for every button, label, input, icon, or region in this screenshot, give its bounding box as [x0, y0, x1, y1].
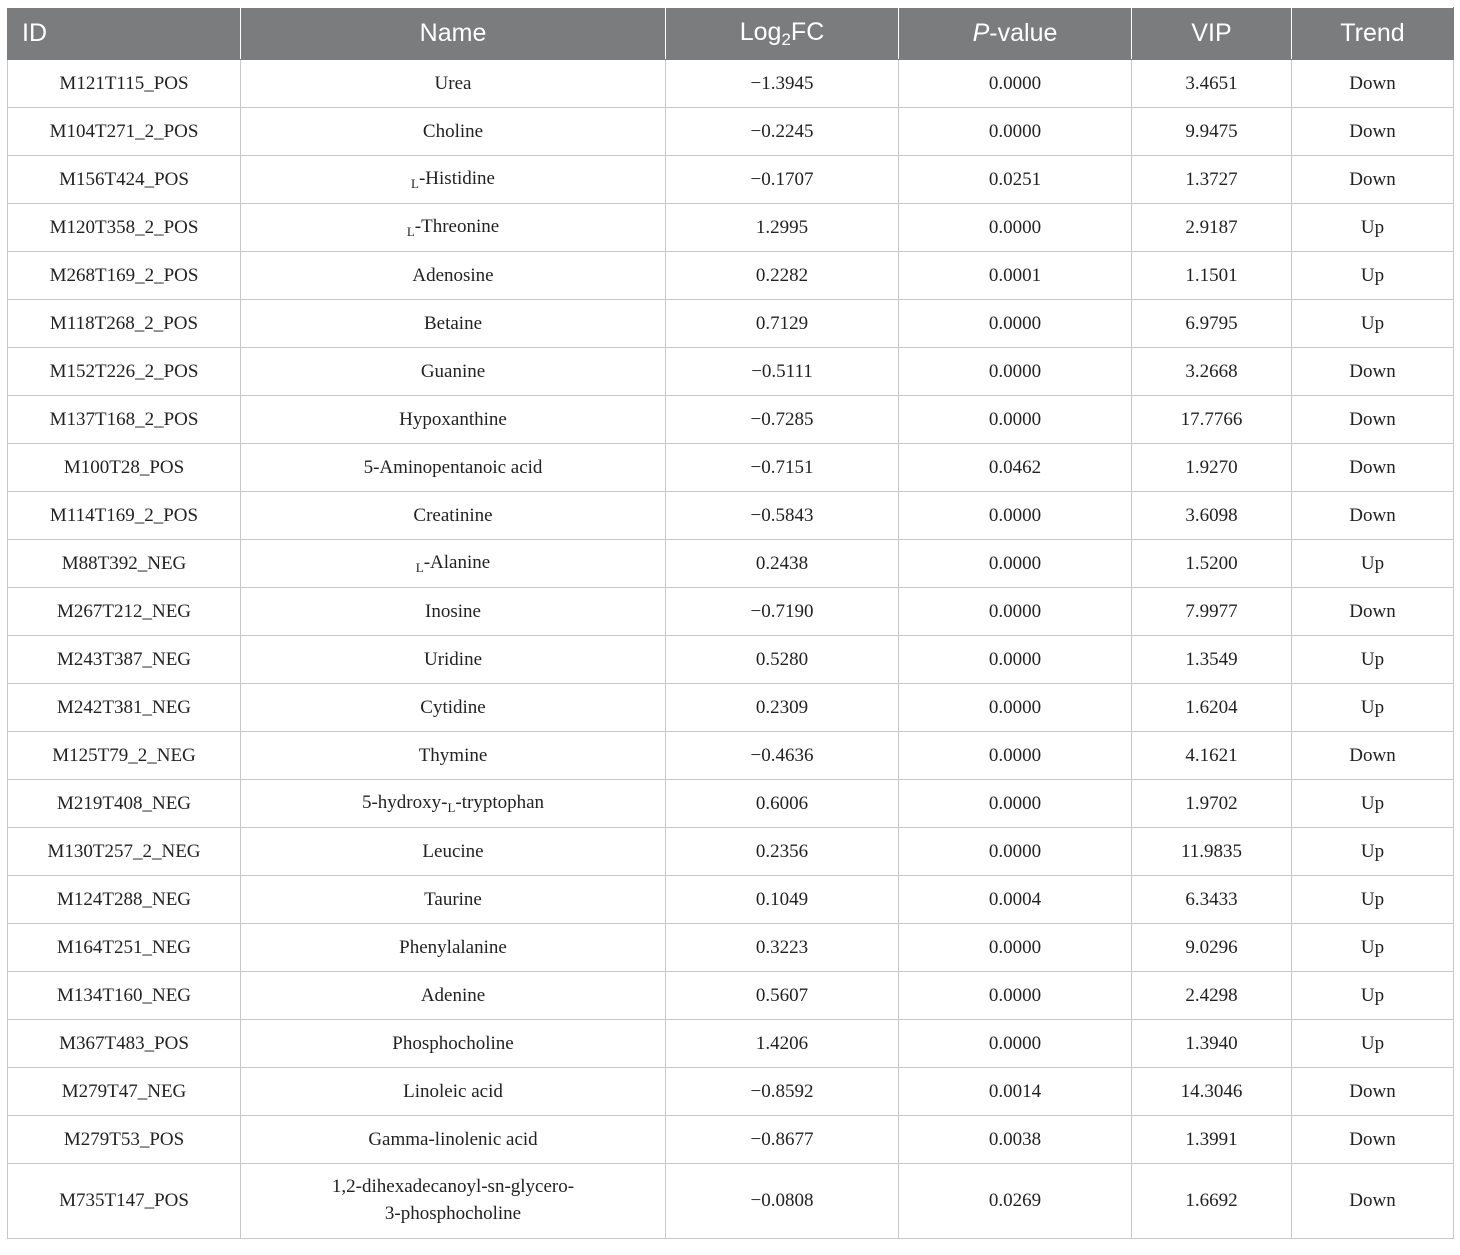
cell-name: [241, 780, 666, 828]
cell-trend: Up: [1292, 924, 1454, 972]
cell-id: M137T168_2_POS: [8, 396, 241, 444]
table-row: [8, 1068, 1454, 1116]
cell-name-text: -tryptophan: [455, 791, 545, 813]
cell-name: [241, 1068, 666, 1116]
cell-name: [241, 972, 666, 1020]
cell-log2fc: 0.2282: [666, 252, 899, 300]
cell-name: [241, 1020, 666, 1068]
cell-name: [241, 492, 666, 540]
cell-pvalue: 0.0000: [899, 1020, 1132, 1068]
table-row: [8, 540, 1454, 588]
cell-id: M279T47_NEG: [8, 1068, 241, 1116]
cell-vip: 1.6204: [1132, 684, 1292, 732]
cell-vip: 1.3940: [1132, 1020, 1292, 1068]
cell-pvalue: 0.0000: [899, 732, 1132, 780]
cell-name: [241, 924, 666, 972]
cell-pvalue: 0.0000: [899, 828, 1132, 876]
cell-vip: 6.9795: [1132, 300, 1292, 348]
header-log2fc-prefix: Log: [739, 17, 782, 46]
cell-id: M120T358_2_POS: [8, 204, 241, 252]
cell-name-line1: 1,2-dihexadecanoyl-sn-glycero-: [331, 1176, 575, 1198]
cell-id: M100T28_POS: [8, 444, 241, 492]
cell-id: M152T226_2_POS: [8, 348, 241, 396]
cell-id: M219T408_NEG: [8, 780, 241, 828]
cell-id: M121T115_POS: [8, 60, 241, 108]
header-trend: Trend: [1292, 8, 1454, 60]
cell-trend: Up: [1292, 780, 1454, 828]
cell-log2fc: −0.7190: [666, 588, 899, 636]
table-row: [8, 828, 1454, 876]
cell-log2fc: −0.2245: [666, 108, 899, 156]
cell-name-text: Inosine: [425, 600, 481, 622]
cell-name: [241, 300, 666, 348]
cell-log2fc: −0.5111: [666, 348, 899, 396]
cell-log2fc: −0.5843: [666, 492, 899, 540]
cell-name-text: -Threonine: [414, 215, 500, 237]
cell-trend: Down: [1292, 444, 1454, 492]
cell-log2fc: −0.8677: [666, 1116, 899, 1164]
table-row: [8, 60, 1454, 108]
cell-name: [241, 1164, 666, 1239]
cell-name-text: Gamma-linolenic acid: [368, 1128, 538, 1150]
cell-vip: 1.6692: [1132, 1164, 1292, 1239]
cell-name: [241, 204, 666, 252]
cell-trend: Up: [1292, 540, 1454, 588]
cell-trend: Up: [1292, 1020, 1454, 1068]
cell-name: [241, 108, 666, 156]
cell-trend: Down: [1292, 396, 1454, 444]
header-vip: VIP: [1132, 8, 1292, 60]
cell-pvalue: 0.0000: [899, 684, 1132, 732]
metabolite-table-container: [7, 7, 1453, 1239]
cell-vip: 2.4298: [1132, 972, 1292, 1020]
table-row: [8, 876, 1454, 924]
cell-name: [241, 348, 666, 396]
cell-vip: 4.1621: [1132, 732, 1292, 780]
cell-vip: 9.0296: [1132, 924, 1292, 972]
cell-vip: 1.3727: [1132, 156, 1292, 204]
cell-pvalue: 0.0000: [899, 972, 1132, 1020]
cell-id: M735T147_POS: [8, 1164, 241, 1239]
cell-trend: Up: [1292, 876, 1454, 924]
cell-log2fc: −0.0808: [666, 1164, 899, 1239]
cell-pvalue: 0.0000: [899, 60, 1132, 108]
cell-trend: Down: [1292, 156, 1454, 204]
table-row: [8, 252, 1454, 300]
header-log2fc-subscript: 2: [781, 29, 791, 49]
cell-name: [241, 876, 666, 924]
cell-pvalue: 0.0000: [899, 588, 1132, 636]
cell-trend: Down: [1292, 1116, 1454, 1164]
cell-vip: 1.1501: [1132, 252, 1292, 300]
cell-pvalue: 0.0251: [899, 156, 1132, 204]
cell-vip: 6.3433: [1132, 876, 1292, 924]
cell-trend: Down: [1292, 348, 1454, 396]
cell-log2fc: 0.5607: [666, 972, 899, 1020]
header-pvalue-italic: P: [972, 19, 990, 47]
cell-name: [241, 1116, 666, 1164]
cell-id: M243T387_NEG: [8, 636, 241, 684]
header-log2fc-suffix: FC: [790, 17, 825, 46]
cell-id: M130T257_2_NEG: [8, 828, 241, 876]
cell-trend: Down: [1292, 492, 1454, 540]
cell-log2fc: −1.3945: [666, 60, 899, 108]
cell-pvalue: 0.0038: [899, 1116, 1132, 1164]
cell-name-text: Guanine: [420, 360, 486, 382]
cell-name-text: Hypoxanthine: [399, 408, 507, 430]
table-row: [8, 780, 1454, 828]
table-row: [8, 636, 1454, 684]
table-row: [8, 1116, 1454, 1164]
cell-vip: 11.9835: [1132, 828, 1292, 876]
cell-name: [241, 396, 666, 444]
cell-name-stereo-prefix: L: [411, 175, 419, 191]
cell-log2fc: 1.2995: [666, 204, 899, 252]
cell-log2fc: 0.2356: [666, 828, 899, 876]
cell-log2fc: −0.7285: [666, 396, 899, 444]
cell-name: [241, 636, 666, 684]
table-row: [8, 108, 1454, 156]
cell-name-text: Betaine: [423, 312, 483, 334]
cell-id: M125T79_2_NEG: [8, 732, 241, 780]
cell-name: [241, 60, 666, 108]
cell-vip: 17.7766: [1132, 396, 1292, 444]
cell-id: M156T424_POS: [8, 156, 241, 204]
cell-name-text: 5-Aminopentanoic acid: [363, 456, 543, 478]
cell-name-text: Leucine: [422, 840, 484, 862]
cell-name: [241, 252, 666, 300]
cell-pvalue: 0.0000: [899, 540, 1132, 588]
cell-name-before: 5-hydroxy-: [361, 791, 448, 813]
cell-log2fc: 0.7129: [666, 300, 899, 348]
cell-pvalue: 0.0000: [899, 780, 1132, 828]
cell-name-text: Cytidine: [420, 696, 486, 718]
cell-name-text: Creatinine: [413, 504, 493, 526]
cell-id: M267T212_NEG: [8, 588, 241, 636]
header-row: [8, 8, 1454, 60]
table-row: [8, 444, 1454, 492]
table-row: [8, 588, 1454, 636]
cell-trend: Up: [1292, 684, 1454, 732]
cell-pvalue: 0.0000: [899, 396, 1132, 444]
cell-name: [241, 828, 666, 876]
cell-name-text: Uridine: [423, 648, 483, 670]
cell-vip: 1.9270: [1132, 444, 1292, 492]
cell-trend: Down: [1292, 1068, 1454, 1116]
cell-trend: Up: [1292, 972, 1454, 1020]
header-pvalue-rest: -value: [989, 19, 1058, 47]
cell-name: [241, 732, 666, 780]
cell-vip: 3.2668: [1132, 348, 1292, 396]
cell-trend: Up: [1292, 636, 1454, 684]
cell-pvalue: 0.0001: [899, 252, 1132, 300]
cell-name-text: Adenosine: [412, 264, 494, 286]
cell-trend: Down: [1292, 732, 1454, 780]
cell-trend: Up: [1292, 300, 1454, 348]
table-row: [8, 396, 1454, 444]
table-row: [8, 156, 1454, 204]
cell-id: M134T160_NEG: [8, 972, 241, 1020]
cell-log2fc: 0.2438: [666, 540, 899, 588]
cell-pvalue: 0.0000: [899, 492, 1132, 540]
cell-trend: Down: [1292, 1164, 1454, 1239]
cell-name-text: 3-phosphocholine: [384, 1203, 522, 1224]
cell-pvalue: 0.0014: [899, 1068, 1132, 1116]
cell-vip: 7.9977: [1132, 588, 1292, 636]
header-pvalue: [899, 8, 1132, 60]
cell-name: [241, 588, 666, 636]
cell-vip: 1.9702: [1132, 780, 1292, 828]
cell-name-text: Thymine: [418, 744, 488, 766]
cell-pvalue: 0.0462: [899, 444, 1132, 492]
cell-id: M268T169_2_POS: [8, 252, 241, 300]
cell-name: [241, 540, 666, 588]
table-row: [8, 684, 1454, 732]
metabolite-table: [7, 7, 1454, 1239]
cell-name-stereo-prefix: L: [415, 559, 424, 575]
cell-id: M124T288_NEG: [8, 876, 241, 924]
cell-log2fc: 0.5280: [666, 636, 899, 684]
cell-id: M88T392_NEG: [8, 540, 241, 588]
cell-trend: Up: [1292, 252, 1454, 300]
cell-trend: Down: [1292, 108, 1454, 156]
cell-name-text: Taurine: [424, 888, 482, 910]
header-log2fc: [666, 8, 899, 60]
cell-name-text: Choline: [422, 120, 484, 142]
cell-name-stereo-prefix: L: [406, 223, 415, 239]
table-header: [8, 8, 1454, 60]
cell-vip: 1.3991: [1132, 1116, 1292, 1164]
cell-id: M104T271_2_POS: [8, 108, 241, 156]
cell-id: M118T268_2_POS: [8, 300, 241, 348]
cell-name-text: -Histidine: [418, 167, 495, 189]
cell-vip: 3.4651: [1132, 60, 1292, 108]
cell-name-stereo-prefix: L: [447, 799, 456, 815]
cell-pvalue: 0.0000: [899, 204, 1132, 252]
cell-pvalue: 0.0000: [899, 108, 1132, 156]
cell-name: [241, 684, 666, 732]
cell-log2fc: 0.1049: [666, 876, 899, 924]
cell-log2fc: −0.1707: [666, 156, 899, 204]
cell-pvalue: 0.0000: [899, 924, 1132, 972]
cell-pvalue: 0.0004: [899, 876, 1132, 924]
table-row: [8, 1020, 1454, 1068]
table-row: [8, 300, 1454, 348]
table-row: [8, 204, 1454, 252]
cell-vip: 3.6098: [1132, 492, 1292, 540]
cell-trend: Up: [1292, 204, 1454, 252]
cell-log2fc: 0.2309: [666, 684, 899, 732]
cell-log2fc: 1.4206: [666, 1020, 899, 1068]
cell-log2fc: 0.3223: [666, 924, 899, 972]
cell-trend: Down: [1292, 60, 1454, 108]
cell-log2fc: −0.8592: [666, 1068, 899, 1116]
table-row: [8, 924, 1454, 972]
cell-id: M279T53_POS: [8, 1116, 241, 1164]
header-name: Name: [241, 8, 666, 60]
cell-log2fc: −0.7151: [666, 444, 899, 492]
cell-name-text: Linoleic acid: [403, 1080, 503, 1102]
cell-log2fc: −0.4636: [666, 732, 899, 780]
table-body: [8, 60, 1454, 1239]
cell-name: [241, 156, 666, 204]
cell-id: M242T381_NEG: [8, 684, 241, 732]
cell-vip: 1.5200: [1132, 540, 1292, 588]
table-row: [8, 732, 1454, 780]
cell-pvalue: 0.0000: [899, 636, 1132, 684]
table-row: [8, 492, 1454, 540]
cell-name-text: -Alanine: [423, 551, 491, 573]
cell-vip: 2.9187: [1132, 204, 1292, 252]
cell-name: [241, 444, 666, 492]
cell-pvalue: 0.0269: [899, 1164, 1132, 1239]
table-row: [8, 1164, 1454, 1239]
cell-pvalue: 0.0000: [899, 348, 1132, 396]
cell-name-text: Phenylalanine: [399, 936, 507, 958]
cell-pvalue: 0.0000: [899, 300, 1132, 348]
cell-name-text: Adenine: [420, 984, 486, 1006]
table-row: [8, 972, 1454, 1020]
cell-name-text: Urea: [434, 72, 472, 94]
cell-vip: 14.3046: [1132, 1068, 1292, 1116]
table-row: [8, 348, 1454, 396]
cell-trend: Down: [1292, 588, 1454, 636]
cell-log2fc: 0.6006: [666, 780, 899, 828]
cell-id: M114T169_2_POS: [8, 492, 241, 540]
cell-name-text: Phosphocholine: [392, 1032, 514, 1054]
cell-id: M164T251_NEG: [8, 924, 241, 972]
header-id: ID: [8, 8, 241, 60]
cell-trend: Up: [1292, 828, 1454, 876]
cell-vip: 9.9475: [1132, 108, 1292, 156]
cell-vip: 1.3549: [1132, 636, 1292, 684]
cell-id: M367T483_POS: [8, 1020, 241, 1068]
